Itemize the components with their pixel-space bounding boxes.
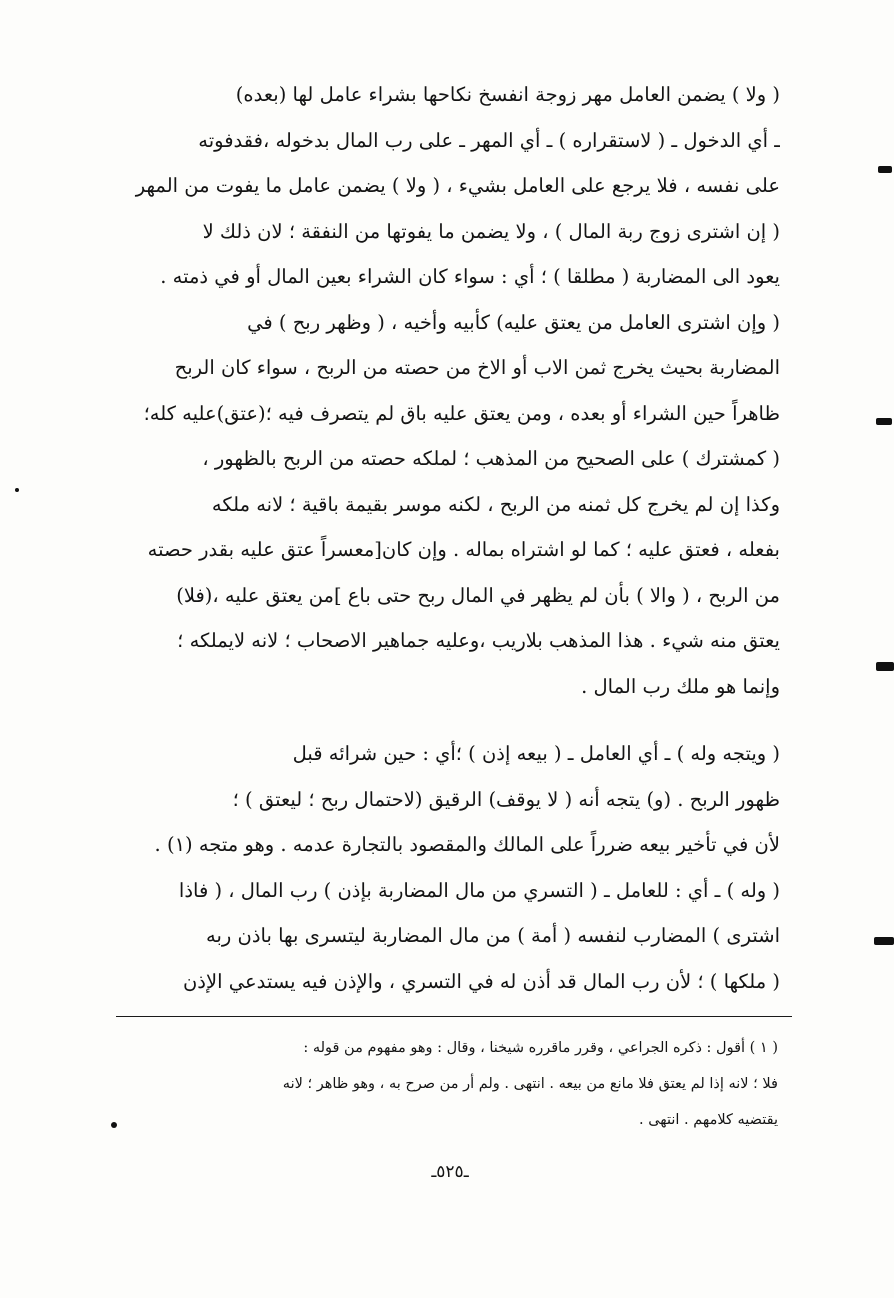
scan-dot [111, 1122, 117, 1128]
text-line: ظهور الربح . (و) يتجه أنه ( لا يوقف) الرقيق (لاحتمال ربح ؛ ليعتق ) ؛ [232, 787, 780, 811]
text-line: ( إن اشترى زوج ربة المال ) ، ولا يضمن ما يفوتها من النفقة ؛ لان ذلك لا [202, 219, 780, 243]
main-text-block [128, 72, 780, 1004]
text-line: ( ولا ) يضمن العامل مهر زوجة انفسخ نكاحها بشراء عامل لها (بعده) [235, 83, 780, 106]
footnote-line: ( ١ ) أقول : ذكره الجراعي ، وقرر ماقرره شيخنا ، وقال : وهو مفهوم من قوله : [303, 1040, 778, 1056]
text-line: المضاربة بحيث يخرج ثمن الاب أو الاخ من حصته من الربح ، سواء كان الربح [174, 356, 780, 379]
footnote-line: يقتضيه كلامهم . انتهى . [639, 1112, 778, 1128]
scan-mark [876, 418, 892, 425]
text-line: وإنما هو ملك رب المال . [581, 674, 780, 698]
footnote-line: فلا ؛ لانه إذا لم يعتق فلا مانع من بيعه . انتهى . ولم أر من صرح به ، وهو ظاهر ؛ لانه [282, 1076, 778, 1092]
text-line: ( ملكها ) ؛ لأن رب المال قد أذن له في التسري ، والإذن فيه يستدعي الإذن [182, 969, 780, 993]
scan-mark [874, 937, 894, 945]
text-line: ـ أي الدخول ـ ( لاستقراره ) ـ أي المهر ـ على رب المال بدخوله ،فقدفوته [198, 128, 780, 152]
text-line: ( وإن اشترى العامل من يعتق عليه) كأبيه وأخيه ، ( وظهر ربح ) في [247, 310, 780, 334]
page-number: ـ٥٢٥ـ [431, 1162, 469, 1182]
scan-dot [15, 488, 19, 492]
text-line: من الربح ، ( والا ) بأن لم يظهر في المال ربح حتى باع ]من يعتق عليه ،(فلا) [176, 583, 780, 607]
text-line: يعود الى المضاربة ( مطلقا ) ؛ أي : سواء كان الشراء بعين المال أو في ذمته . [160, 265, 780, 288]
scan-mark [876, 662, 894, 671]
text-line: على نفسه ، فلا يرجع على العامل بشيء ، ( ولا ) يضمن عامل ما يفوت من المهر [135, 174, 780, 197]
text-line: ظاهراً حين الشراء أو بعده ، ومن يعتق عليه باق لم يتصرف فيه ؛(عتق)عليه كله؛ [143, 401, 780, 425]
paragraph-gap [128, 709, 780, 731]
footnote-block [128, 1030, 778, 1138]
text-line: ( كمشترك ) على الصحيح من المذهب ؛ لملكه حصته من الربح بالظهور ، [202, 447, 780, 470]
text-line: وكذا إن لم يخرج كل ثمنه من الربح ، لكنه موسر بقيمة باقية ؛ لانه ملكه [211, 492, 780, 516]
text-line: لأن في تأخير بيعه ضرراً على المالك والمقصود بالتجارة عدمه . وهو متجه (١) . [154, 833, 780, 856]
text-line: بفعله ، فعتق عليه ؛ كما لو اشتراه بماله . وإن كان[معسراً عتق عليه بقدر حصته [147, 538, 780, 561]
text-line: ( ويتجه وله ) ـ أي العامل ـ ( بيعه إذن ) ؛أي : حين شرائه قبل [292, 742, 780, 765]
text-line: يعتق منه شيء . هذا المذهب بلاريب ،وعليه جماهير الاصحاب ؛ لانه لايملكه ؛ [177, 629, 780, 652]
text-line: اشترى ) المضارب لنفسه ( أمة ) من مال المضاربة ليتسرى بها باذن ربه [206, 924, 780, 947]
footnote-separator [116, 1016, 792, 1017]
text-line: ( وله ) ـ أي : للعامل ـ ( التسري من مال المضاربة بإذن ) رب المال ، ( فاذا [178, 878, 780, 902]
scan-mark [878, 166, 892, 173]
